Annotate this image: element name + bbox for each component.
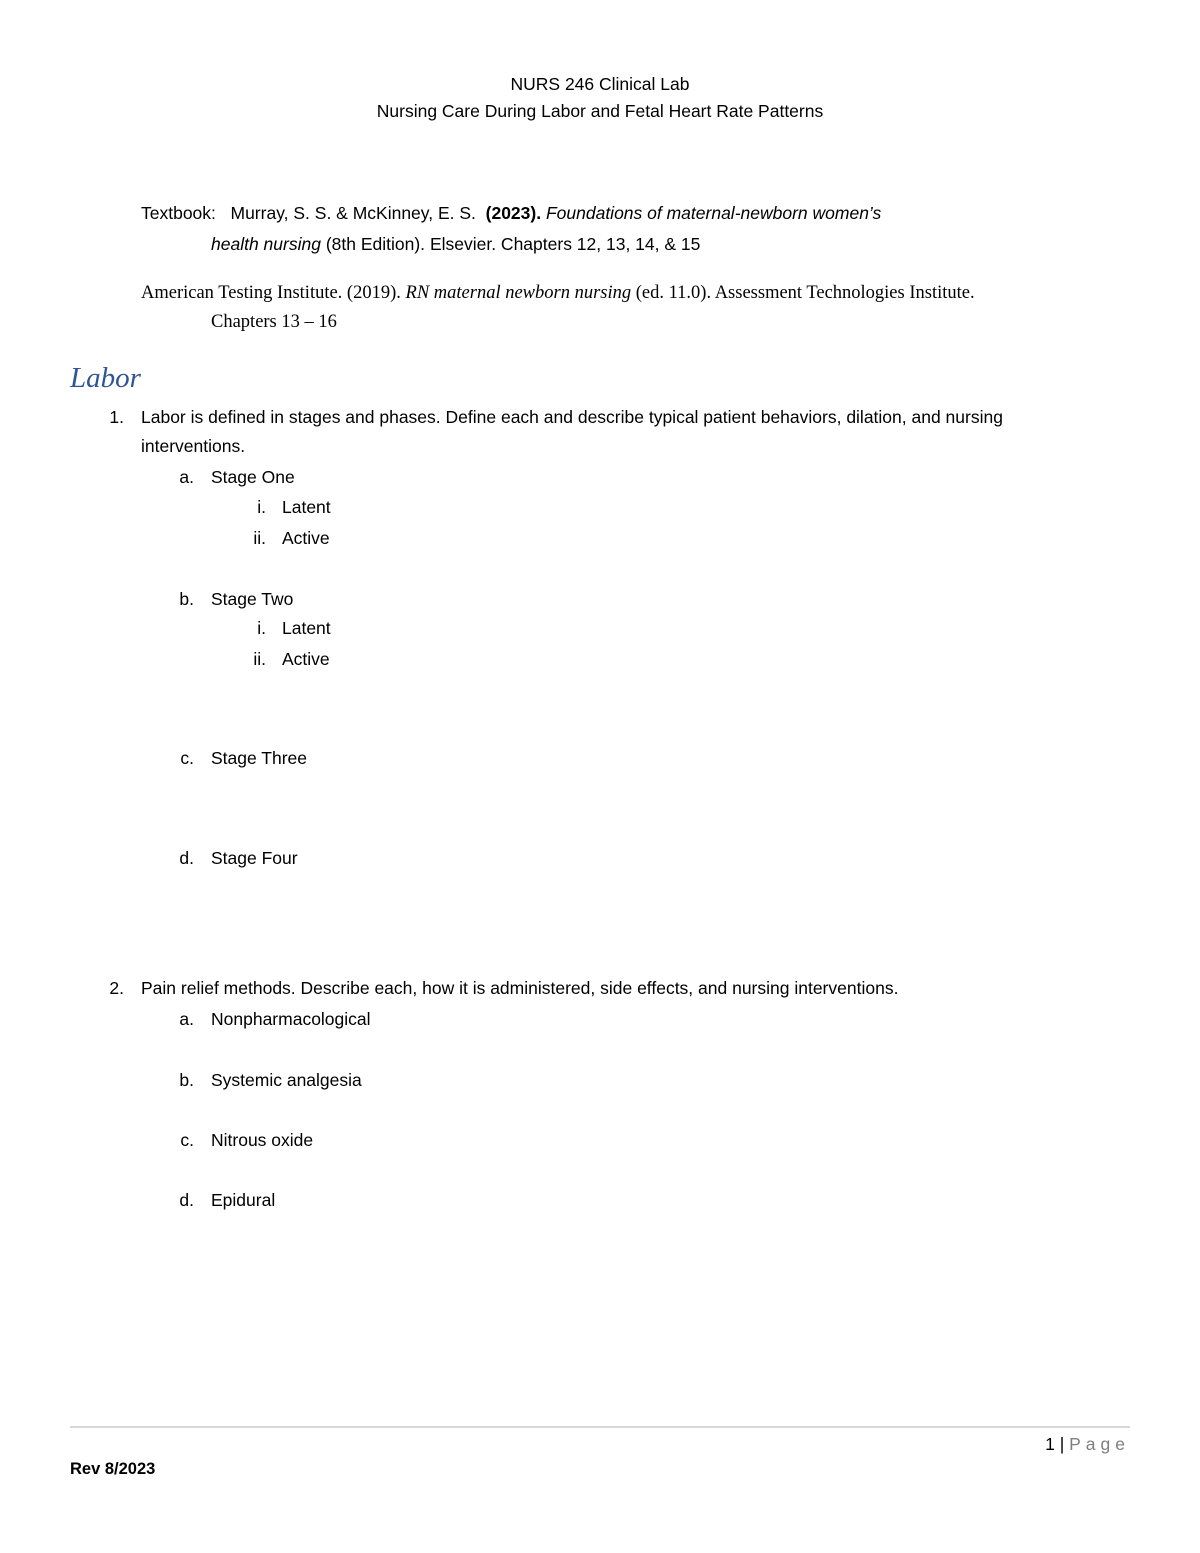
sub-item-active: Active [282, 649, 330, 669]
ati-prefix: American Testing Institute. (2019). [141, 283, 406, 303]
sub-list-marker: ii. [253, 528, 266, 548]
textbook-authors: Murray, S. S. & McKinney, E. S. [230, 203, 476, 223]
list-marker: d. [179, 848, 194, 868]
ati-title: RN maternal newborn nursing [405, 283, 632, 303]
textbook-reference-line2 [211, 234, 700, 255]
question-number: 2. [109, 978, 124, 998]
textbook-year: (2023). [485, 203, 542, 223]
list-item-stage-one: Stage One [211, 467, 295, 487]
page-label: Page [1069, 1434, 1130, 1454]
list-item-stage-two: Stage Two [211, 589, 294, 609]
list-item-stage-four: Stage Four [211, 848, 298, 868]
list-marker: c. [180, 1130, 194, 1150]
list-marker: d. [179, 1190, 194, 1210]
list-item-nonpharmacological: Nonpharmacological [211, 1009, 371, 1029]
ati-reference-line2: Chapters 13 – 16 [211, 312, 337, 332]
sub-list-marker: i. [257, 618, 266, 638]
list-marker: c. [180, 748, 194, 768]
list-marker: a. [179, 467, 194, 487]
sub-list-marker: i. [257, 497, 266, 517]
sub-item-latent: Latent [282, 618, 331, 638]
ati-reference-line1 [141, 283, 975, 304]
question-text: Labor is defined in stages and phases. Define each and describe typical patient behaviors, dilation, and nursing [141, 407, 1003, 427]
sub-item-active: Active [282, 528, 330, 548]
list-item-stage-three: Stage Three [211, 748, 307, 768]
question-number: 1. [109, 407, 124, 427]
textbook-edition-open: ( [325, 234, 332, 254]
textbook-title-part1: Foundations of maternal-newborn women’s [545, 203, 882, 223]
textbook-title-part2: health nursing [211, 234, 321, 254]
question-text: Pain relief methods. Describe each, how it is administered, side effects, and nursing interventions. [141, 978, 899, 998]
footer-divider [70, 1426, 1130, 1428]
list-item-nitrous-oxide: Nitrous oxide [211, 1130, 314, 1150]
textbook-edition-close: ). [414, 234, 426, 254]
textbook-publisher-chapters: Elsevier. Chapters 12, 13, 14, & 15 [429, 234, 701, 254]
textbook-edition: 8th Edition [331, 234, 415, 254]
textbook-reference-line1 [141, 203, 881, 224]
list-marker: a. [179, 1009, 194, 1029]
page-number-footer [1045, 1434, 1130, 1455]
list-marker: b. [179, 1070, 194, 1090]
document-subtitle: Nursing Care During Labor and Fetal Heart Rate Patterns [376, 101, 824, 121]
sub-list-marker: ii. [253, 649, 266, 669]
ati-suffix: (ed. 11.0). Assessment Technologies Institute. [631, 283, 975, 303]
page-separator: | [1059, 1434, 1065, 1454]
revision-date: Rev 8/2023 [70, 1460, 156, 1478]
list-marker: b. [179, 589, 194, 609]
textbook-label: Textbook: [141, 203, 216, 223]
section-heading-labor: Labor [70, 362, 141, 394]
question-text-continued: interventions. [141, 436, 246, 456]
sub-item-latent: Latent [282, 497, 331, 517]
document-title: NURS 246 Clinical Lab [510, 74, 690, 94]
list-item-epidural: Epidural [211, 1190, 276, 1210]
page-number: 1 [1045, 1434, 1055, 1454]
list-item-systemic-analgesia: Systemic analgesia [211, 1070, 362, 1090]
